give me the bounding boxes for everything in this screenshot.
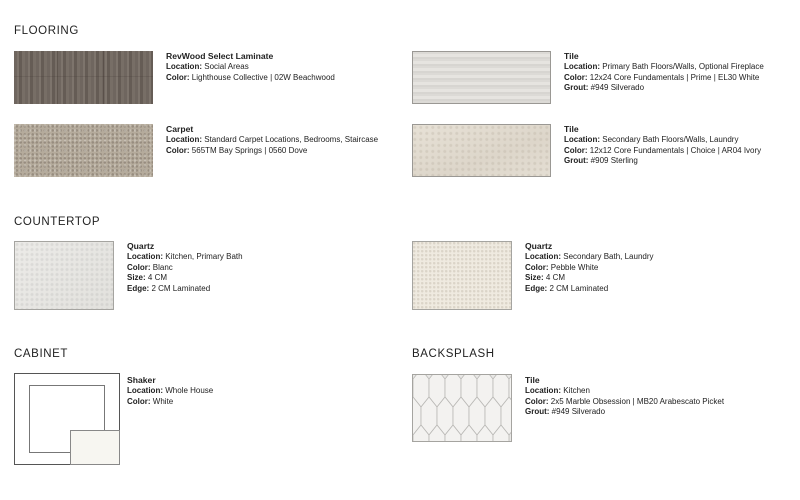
quartz-secondary-edge: Edge: 2 CM Laminated — [525, 283, 609, 293]
primary-tile-color: Color: 12x24 Core Fundamentals | Prime | EL30 White — [564, 72, 760, 82]
laminate-description — [166, 51, 376, 83]
section-heading-countertop: COUNTERTOP — [14, 216, 101, 228]
quartz-secondary-color: Color: Pebble White — [525, 262, 599, 272]
secondary-tile-location: Location: Secondary Bath Floors/Walls, Laundry — [564, 135, 739, 144]
backsplash-color: Color: 2x5 Marble Obsession | MB20 Arabescato Picket — [525, 396, 725, 406]
quartz-kitchen-description — [127, 241, 347, 294]
quartz-kitchen-swatch — [14, 241, 114, 310]
secondary-tile-title: Tile — [564, 124, 579, 134]
laminate-swatch — [14, 51, 153, 104]
backsplash-tile-swatch — [412, 374, 512, 442]
carpet-location: Location: Standard Carpet Locations, Bedrooms, Staircase — [166, 135, 379, 144]
primary-tile-description — [564, 51, 789, 94]
section-heading-cabinet: CABINET — [14, 348, 69, 360]
primary-tile-location: Location: Primary Bath Floors/Walls, Optional Fireplace — [564, 62, 764, 71]
quartz-kitchen-location: Location: Kitchen, Primary Bath — [127, 252, 243, 261]
secondary-tile-description — [564, 124, 789, 167]
picket-pattern — [413, 375, 512, 442]
secondary-tile-swatch — [412, 124, 551, 177]
carpet-swatch — [14, 124, 153, 177]
laminate-location: Location: Social Areas — [166, 62, 249, 71]
primary-tile-grout: Grout: #949 Silverado — [564, 83, 645, 92]
quartz-kitchen-title: Quartz — [127, 241, 155, 251]
backsplash-description — [525, 375, 780, 418]
shaker-title: Shaker — [127, 375, 156, 385]
backsplash-location: Location: Kitchen — [525, 386, 590, 395]
cabinet-door-swatch — [14, 373, 120, 465]
quartz-kitchen-edge: Edge: 2 CM Laminated — [127, 283, 211, 293]
backsplash-title: Tile — [525, 375, 540, 385]
primary-tile-swatch — [412, 51, 551, 104]
quartz-secondary-swatch — [412, 241, 512, 310]
section-heading-backsplash: BACKSPLASH — [412, 348, 495, 360]
laminate-color: Color: Lighthouse Collective | 02W Beachwood — [166, 72, 335, 82]
cabinet-color-chip — [70, 430, 120, 465]
secondary-tile-grout: Grout: #909 Sterling — [564, 156, 638, 165]
carpet-description — [166, 124, 381, 156]
quartz-secondary-location: Location: Secondary Bath, Laundry — [525, 252, 654, 261]
secondary-tile-color: Color: 12x12 Core Fundamentals | Choice | AR04 Ivory — [564, 145, 762, 155]
shaker-color: Color: White — [127, 396, 174, 406]
quartz-secondary-title: Quartz — [525, 241, 553, 251]
quartz-secondary-description — [525, 241, 755, 294]
carpet-title: Carpet — [166, 124, 194, 134]
backsplash-grout: Grout: #949 Silverado — [525, 407, 606, 416]
quartz-kitchen-size: Size: 4 CM — [127, 273, 168, 282]
carpet-color: Color: 565TM Bay Springs | 0560 Dove — [166, 145, 308, 155]
laminate-title: RevWood Select Laminate — [166, 51, 274, 61]
section-heading-flooring: FLOORING — [14, 25, 79, 37]
quartz-kitchen-color: Color: Blanc — [127, 262, 173, 272]
quartz-secondary-size: Size: 4 CM — [525, 273, 566, 282]
shaker-description — [127, 375, 347, 407]
shaker-location: Location: Whole House — [127, 386, 214, 395]
primary-tile-title: Tile — [564, 51, 579, 61]
